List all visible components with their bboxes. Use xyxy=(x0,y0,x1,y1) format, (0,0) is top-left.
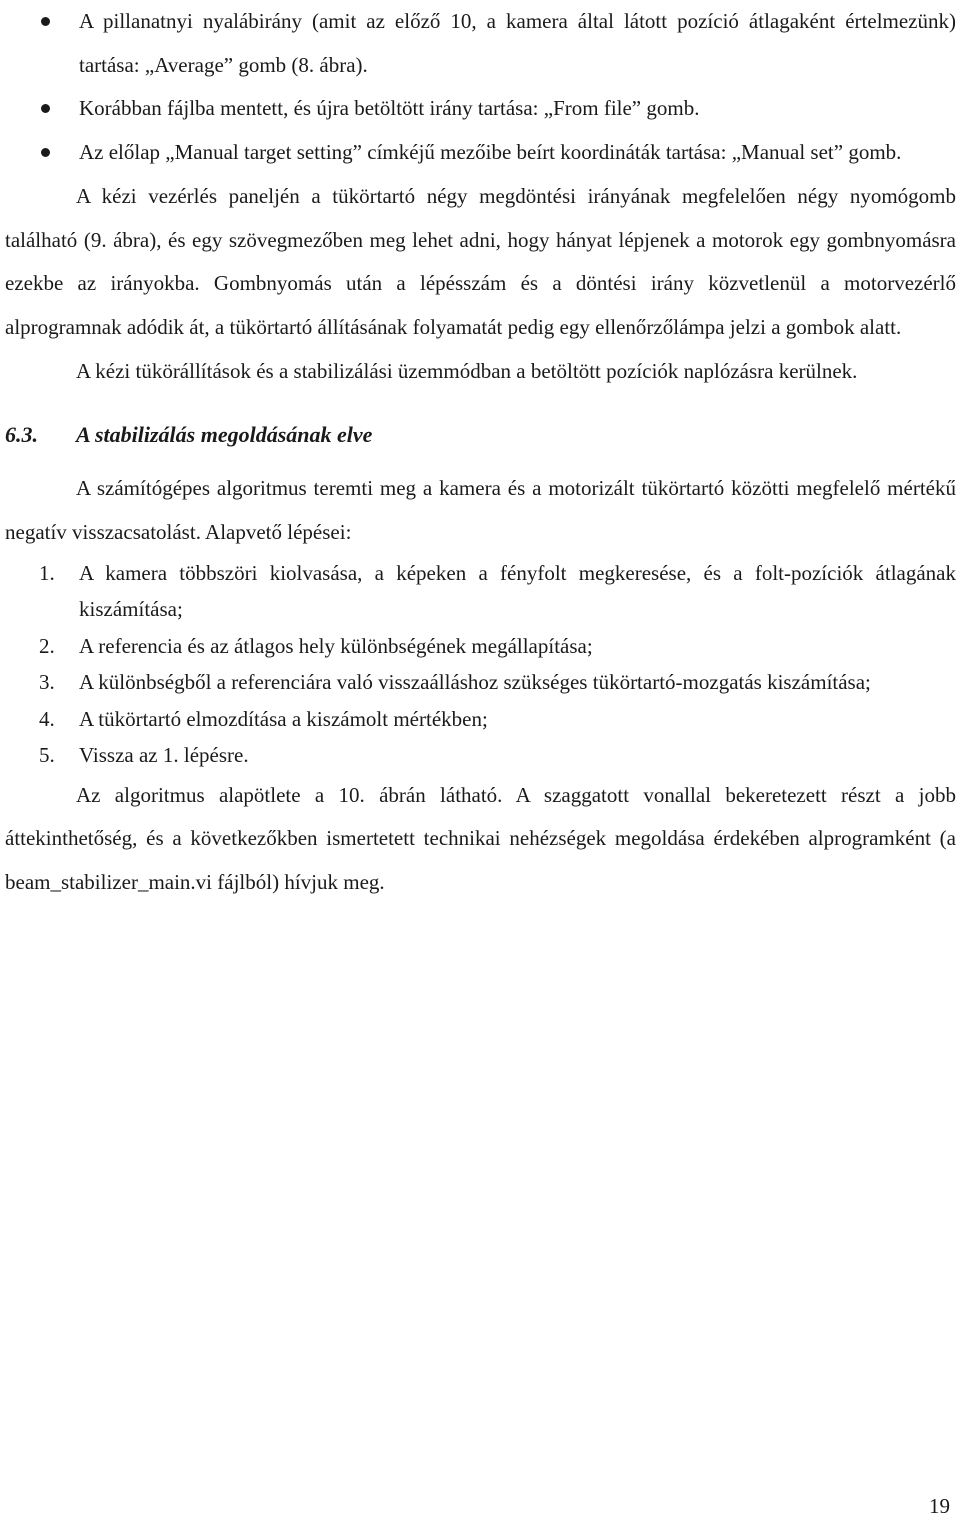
bullet-text: Korábban fájlba mentett, és újra betöltött irány tartása: „From file” gomb. xyxy=(79,96,700,121)
step-item xyxy=(5,555,956,628)
step-number: 2. xyxy=(39,633,55,658)
step-text: A kamera többszöri kiolvasása, a képeken a fényfolt megkeresése, és a folt-pozíciók átlagának kiszámítása; xyxy=(79,560,956,622)
step-number: 1. xyxy=(39,560,55,585)
paragraph-algorithm-intro: A számítógépes algoritmus teremti meg a kamera és a motorizált tükörtartó közötti megfelelő mértékű negatív visszacsatolást. Alapvető lépései: xyxy=(5,476,956,545)
step-text: Vissza az 1. lépésre. xyxy=(79,743,249,768)
step-item xyxy=(5,701,956,738)
section-number: 6.3. xyxy=(5,422,38,448)
bullet-text: Az előlap „Manual target setting” címkéjű mezőibe beírt koordináták tartása: „Manual set” gomb. xyxy=(79,140,902,165)
spacer xyxy=(5,393,956,403)
bullet-list xyxy=(5,0,956,175)
step-item xyxy=(5,737,956,774)
steps-list xyxy=(5,555,956,774)
step-text: A referencia és az átlagos hely különbségének megállapítása; xyxy=(79,633,593,658)
bullet-dot-icon xyxy=(41,148,50,157)
page-number: 19 xyxy=(929,1494,950,1518)
step-text: A tükörtartó elmozdítása a kiszámolt mértékben; xyxy=(79,706,488,731)
section-heading xyxy=(5,409,956,461)
paragraph-algorithm-figure: Az algoritmus alapötlete a 10. ábrán látható. A szaggatott vonallal bekeretezett részt a jobb áttekinthetőség, és a következőkben ismertetett technikai nehézségek megoldása érdekében alprogramként (a beam_stabilizer_main.vi fájlból) hívjuk meg. xyxy=(5,782,956,895)
bullet-item-manual-set xyxy=(5,131,956,175)
paragraph-manual-control: A kézi vezérlés paneljén a tükörtartó négy megdöntési irányának megfelelően négy nyomógomb található (9. ábra), és egy szövegmezőben meg lehet adni, hogy hányat lépjenek a motorok egy gombnyomásra ezekbe az irányokba. Gombnyomás után a lépésszám és a döntési irány közvetlenül a motorvezérlő alprogramnak adódik át, a tükörtartó állításának folyamatát pedig egy ellenőrzőlámpa jelzi a gombok alatt. xyxy=(5,183,956,339)
step-number: 4. xyxy=(39,706,55,731)
step-item xyxy=(5,664,956,701)
section-title: A stabilizálás megoldásának elve xyxy=(76,422,373,448)
page-content xyxy=(5,0,956,905)
step-text: A különbségből a referenciára való visszaálláshoz szükséges tükörtartó-mozgatás kiszámítása; xyxy=(79,670,871,695)
paragraph-logging: A kézi tükörállítások és a stabilizálási üzemmódban a betöltött pozíciók naplózásra kerülnek. xyxy=(76,358,858,383)
bullet-item-average xyxy=(5,0,956,87)
bullet-text: A pillanatnyi nyalábirány (amit az előző 10, a kamera által látott pozíció átlagaként értelmezünk) tartása: „Average” gomb (8. ábra). xyxy=(79,9,956,77)
bullet-item-from-file xyxy=(5,87,956,131)
bullet-dot-icon xyxy=(41,17,50,26)
step-number: 3. xyxy=(39,670,55,695)
step-number: 5. xyxy=(39,743,55,768)
step-item xyxy=(5,628,956,665)
bullet-dot-icon xyxy=(41,104,50,113)
